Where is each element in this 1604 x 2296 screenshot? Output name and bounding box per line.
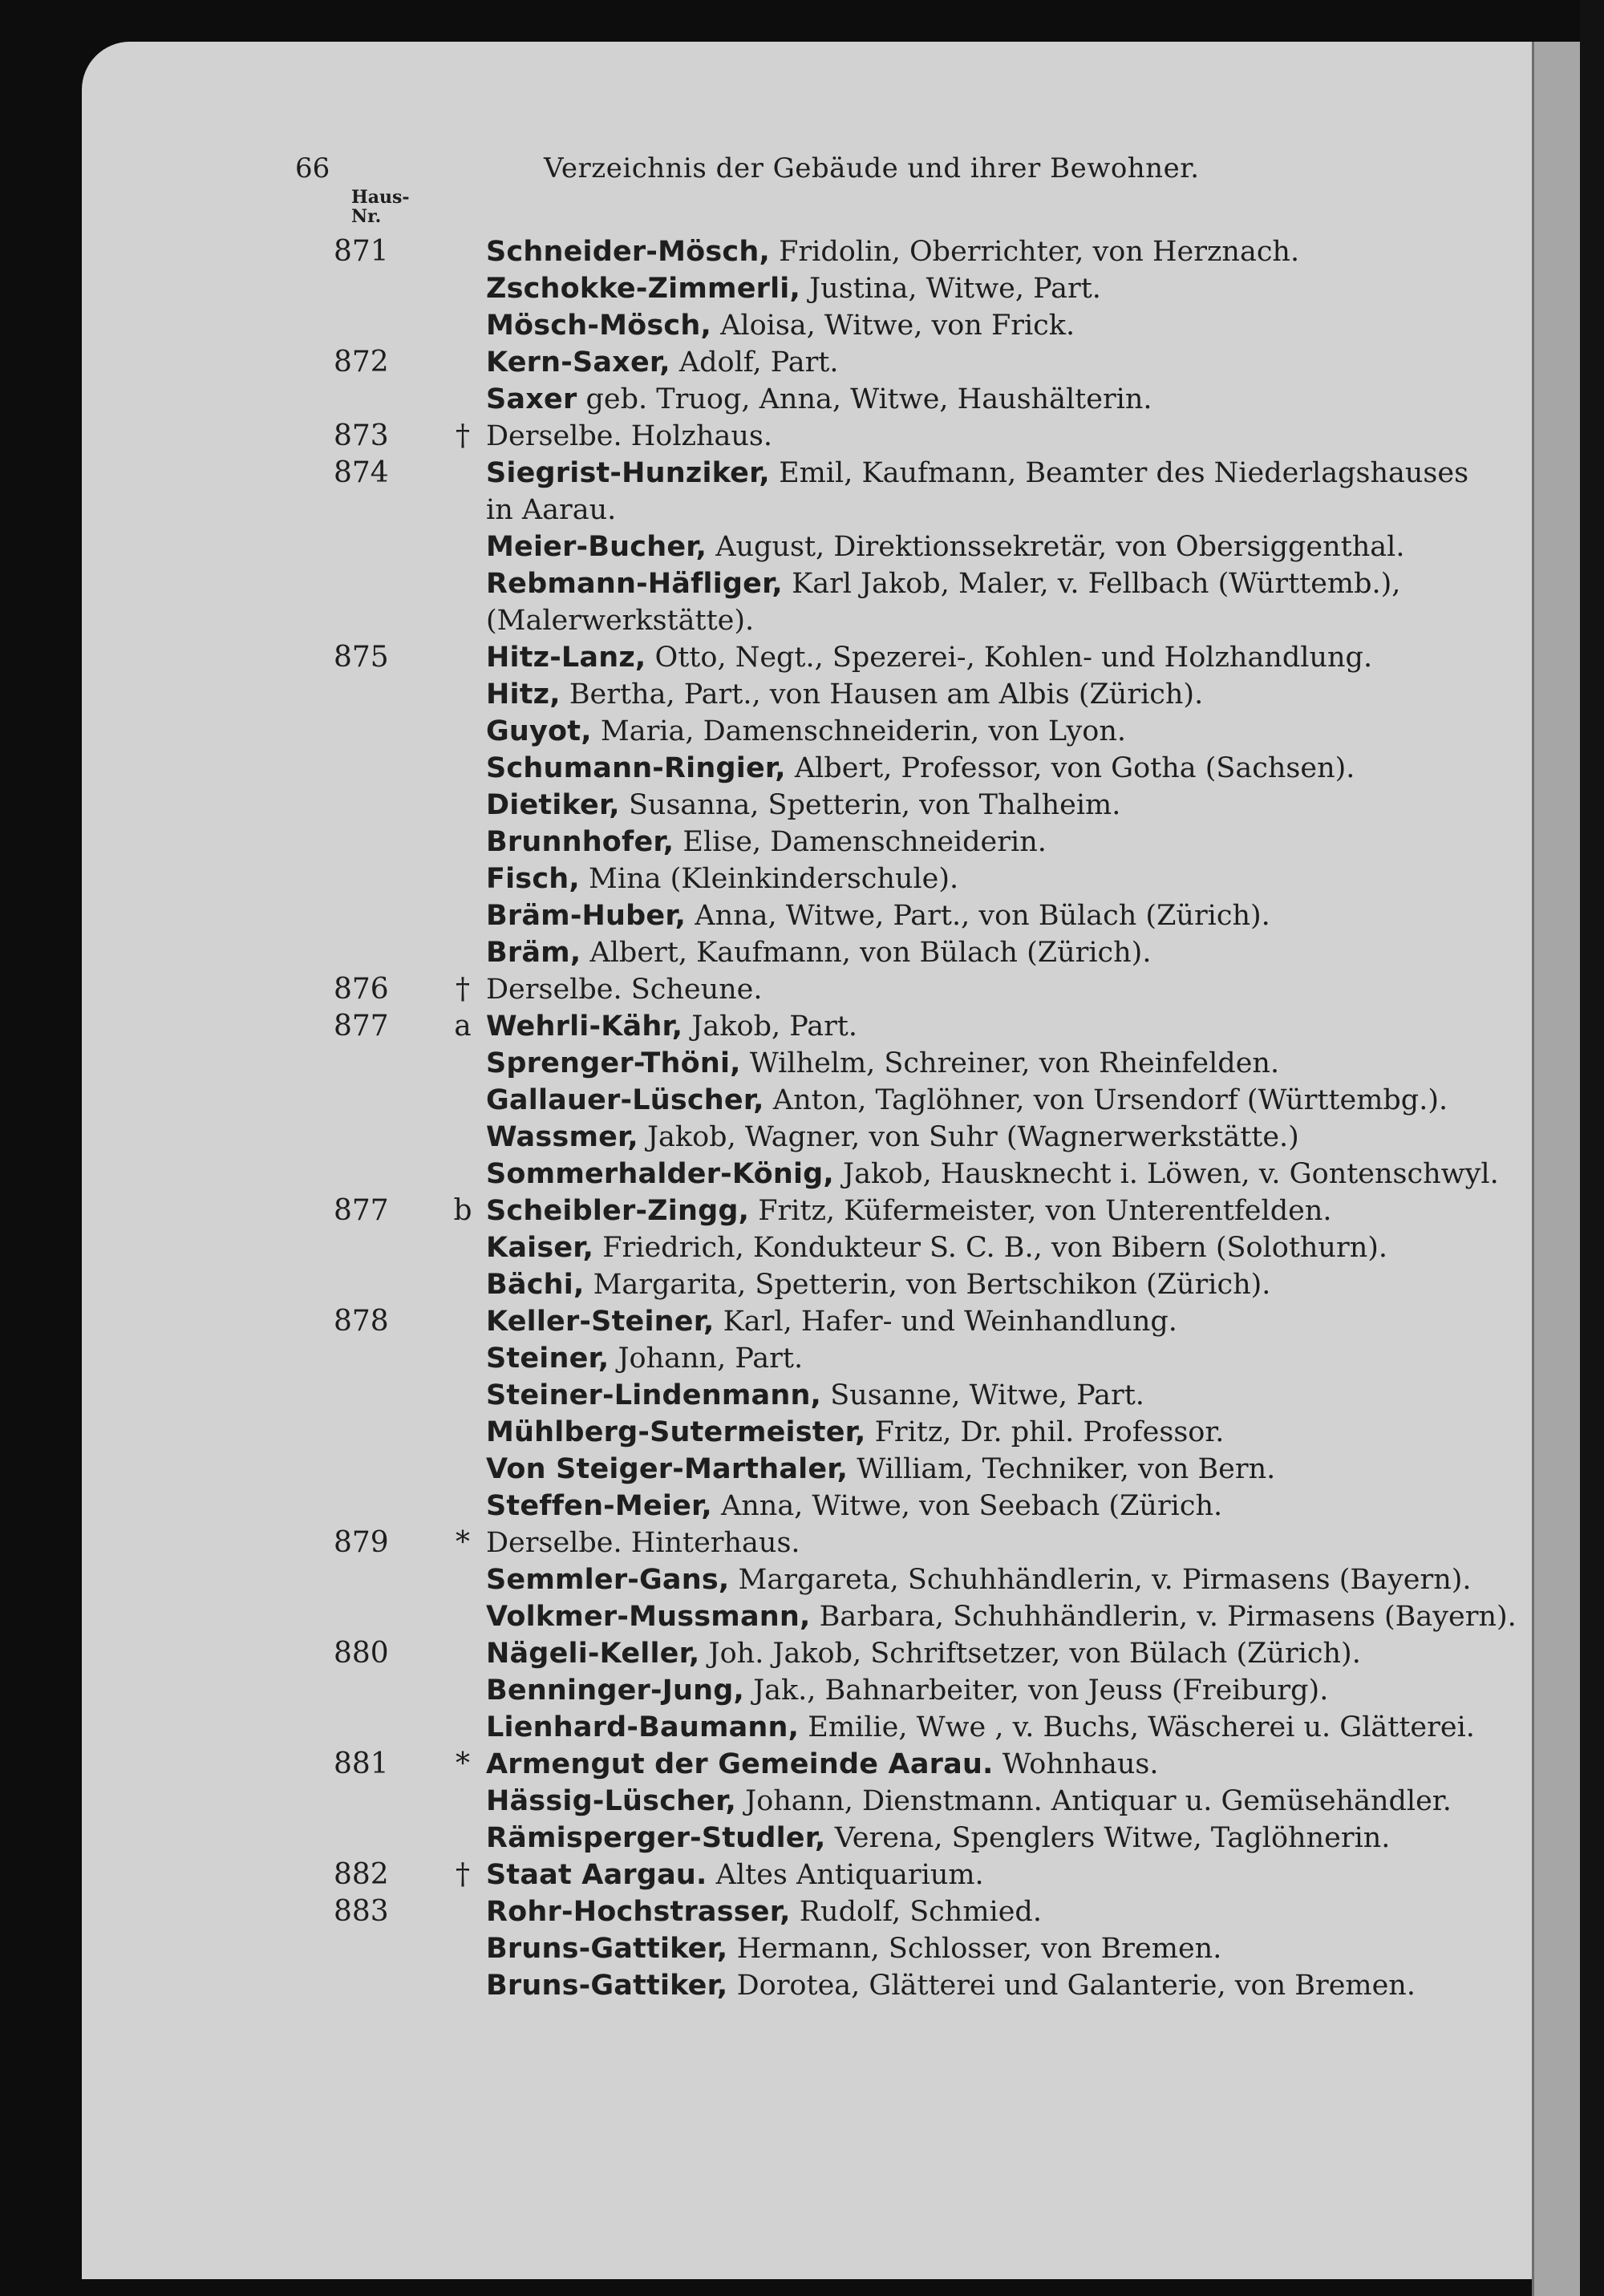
list-item [82,1120,1532,1155]
list-item [82,1894,1532,1930]
resident-name: Fisch, [486,863,580,895]
list-item [82,751,1532,786]
list-item [82,788,1532,823]
entry-text [486,1267,1270,1302]
list-item [82,1452,1532,1487]
list-item [82,308,1532,343]
resident-details: Derselbe. Scheune. [486,974,763,1006]
entry-text [486,1378,1144,1413]
resident-details: Justina, Witwe, Part. [800,273,1101,305]
resident-details: Susanne, Witwe, Part. [821,1379,1144,1411]
entry-text [486,714,1126,749]
list-item [82,1304,1532,1339]
list-item [82,419,1532,454]
list-item [82,1267,1532,1302]
house-number: 872 [334,346,389,379]
list-item [82,1378,1532,1413]
resident-name: Staat Aargau. [486,1859,707,1891]
resident-name: Kern-Saxer, [486,346,670,379]
resident-name: Schumann-Ringier, [486,752,786,784]
resident-name: Bruns-Gattiker, [486,1970,728,2002]
list-item [82,1193,1532,1229]
entry-text [486,1193,1331,1229]
resident-details: Altes Antiquarium. [707,1859,984,1891]
list-item [82,1636,1532,1671]
scan-border [1580,0,1604,2296]
entry-text [486,603,754,638]
resident-name: Meier-Bucher, [486,531,707,563]
list-item [82,1046,1532,1081]
resident-details: William, Techniker, von Bern. [848,1453,1276,1485]
entry-text [486,1636,1361,1671]
entry-text [486,234,1299,269]
building-mark: * [456,1747,470,1780]
resident-name: Armengut der Gemeinde Aarau. [486,1748,994,1780]
list-item [82,1784,1532,1819]
entry-text [486,677,1203,712]
resident-details: Jak., Bahnarbeiter, von Jeuss (Freiburg). [743,1674,1329,1707]
list-item [82,566,1532,601]
resident-name: Mösch-Mösch, [486,310,711,342]
entry-text [486,788,1120,823]
entry-text [486,1599,1517,1634]
page-content [82,42,1532,2279]
list-item [82,345,1532,380]
resident-name: Hitz-Lanz, [486,642,646,674]
entry-text [486,861,958,897]
entry-text [486,751,1355,786]
entry-text [486,640,1372,675]
resident-name: Sommerhalder-König, [486,1158,834,1190]
resident-name: Wehrli-Kähr, [486,1010,683,1043]
resident-name: Saxer [486,383,577,415]
list-item [82,1599,1532,1634]
resident-details: Margareta, Schuhhändlerin, v. Pirmasens (Bayern). [729,1564,1472,1596]
list-item [82,1488,1532,1524]
resident-name: Benninger-Jung, [486,1674,744,1707]
resident-details: Albert, Professor, von Gotha (Sachsen). [785,752,1355,784]
entry-text [486,1452,1275,1487]
resident-details: Fridolin, Oberrichter, von Herznach. [769,236,1300,268]
entry-text [486,1156,1499,1192]
resident-name: Keller-Steiner, [486,1306,715,1338]
house-number: 881 [334,1747,389,1780]
resident-details: Verena, Spenglers Witwe, Taglöhnerin. [825,1822,1391,1854]
resident-name: Gallauer-Lüscher, [486,1084,764,1116]
resident-details: Hermann, Schlosser, von Bremen. [727,1933,1222,1965]
resident-name: Bruns-Gattiker, [486,1933,728,1965]
resident-name: Dietiker, [486,789,620,821]
entry-text [486,935,1151,970]
list-item [82,1710,1532,1745]
entry-text [486,308,1075,343]
house-number: 883 [334,1895,389,1928]
resident-details: Joh. Jakob, Schriftsetzer, von Bülach (Zürich). [699,1638,1361,1670]
list-item [82,1747,1532,1782]
list-item [82,456,1532,491]
resident-name: Bächi, [486,1269,585,1301]
entry-text [486,1341,803,1376]
resident-details: Jakob, Part. [683,1010,857,1043]
resident-name: Steiner-Lindenmann, [486,1379,822,1411]
list-item [82,603,1532,638]
entry-text [486,1415,1224,1450]
entry-text [486,1046,1279,1081]
resident-name: Bräm-Huber, [486,900,687,932]
list-item [82,1009,1532,1044]
list-item [82,1525,1532,1561]
entry-text [486,1894,1042,1930]
building-mark: † [456,973,470,1006]
resident-name: Volkmer-Mussmann, [486,1601,811,1633]
resident-details: Emil, Kaufmann, Beamter des Niederlagshauses [769,457,1469,489]
entry-text [486,1968,1416,2003]
list-item [82,1341,1532,1376]
entry-text [486,1747,1158,1782]
running-header: Verzeichnis der Gebäude und ihrer Bewohner. [544,152,1200,184]
resident-details: Albert, Kaufmann, von Bülach (Zürich). [581,937,1152,969]
resident-details: Margarita, Spetterin, von Bertschikon (Zürich). [584,1269,1271,1301]
list-item [82,1820,1532,1856]
resident-details: Susanna, Spetterin, von Thalheim. [619,789,1121,821]
list-item [82,898,1532,933]
resident-details: Friedrich, Kondukteur S. C. B., von Bibern (Solothurn). [593,1232,1388,1264]
column-label-haus-nr: Haus- Nr. [351,187,410,227]
house-number: 871 [334,235,389,268]
resident-details: Karl, Hafer- und Weinhandlung. [714,1306,1177,1338]
resident-name: Bräm, [486,937,581,969]
entry-text [486,419,772,454]
house-number: 875 [334,641,389,674]
resident-details: Rudolf, Schmied. [790,1896,1042,1928]
building-mark: a [454,1010,472,1043]
list-item [82,382,1532,417]
resident-name: Steffen-Meier, [486,1490,712,1522]
house-number: 879 [334,1526,389,1559]
resident-details: Emilie, Wwe , v. Buchs, Wäscherei u. Glätterei. [799,1711,1475,1743]
list-item [82,972,1532,1007]
resident-details: Derselbe. Hinterhaus. [486,1527,800,1559]
house-number: 876 [334,973,389,1006]
list-item [82,935,1532,970]
book-page [82,42,1532,2279]
resident-details: Derselbe. Holzhaus. [486,420,773,452]
list-item [82,640,1532,675]
list-item [82,234,1532,269]
list-item [82,271,1532,306]
resident-details: Elise, Damenschneiderin. [674,826,1047,858]
resident-details: Jakob, Wagner, von Suhr (Wagnerwerkstätte.) [638,1121,1299,1153]
resident-name: Brunnhofer, [486,826,674,858]
house-number: 878 [334,1305,389,1338]
list-item [82,492,1532,528]
resident-name: Lienhard-Baumann, [486,1711,800,1743]
list-item [82,1083,1532,1118]
resident-details: Bertha, Part., von Hausen am Albis (Zürich). [560,678,1204,711]
house-number: 880 [334,1637,389,1670]
entry-text [486,1488,1222,1524]
resident-name: Zschokke-Zimmerli, [486,273,801,305]
entry-text [486,456,1468,491]
adjacent-page-edge [1532,42,1582,2296]
house-number: 882 [334,1858,389,1891]
resident-details: Fritz, Küfermeister, von Unterentfelden. [749,1195,1332,1227]
entry-text [486,1304,1177,1339]
entry-text [486,271,1101,306]
entry-text [486,529,1404,565]
resident-name: Steiner, [486,1342,610,1375]
entry-text [486,566,1400,601]
building-mark: † [456,419,470,452]
resident-details: geb. Truog, Anna, Witwe, Haushälterin. [577,383,1152,415]
list-item [82,714,1532,749]
resident-details: Karl Jakob, Maler, v. Fellbach (Württemb.), [782,568,1401,600]
resident-details: Maria, Damenschneiderin, von Lyon. [591,715,1127,747]
list-item [82,824,1532,860]
entry-text [486,345,839,380]
resident-details: August, Direktionssekretär, von Obersiggenthal. [707,531,1405,563]
resident-name: Hässig-Lüscher, [486,1785,737,1817]
entry-text [486,1820,1390,1856]
resident-name: Mühlberg-Sutermeister, [486,1416,866,1448]
entry-text [486,972,763,1007]
page-number: 66 [295,152,330,184]
resident-name: Nägeli-Keller, [486,1638,700,1670]
entry-text [486,1562,1472,1597]
resident-details: Anna, Witwe, von Seebach (Zürich. [711,1490,1223,1522]
resident-details: Anton, Taglöhner, von Ursendorf (Württembg.). [764,1084,1448,1116]
list-item [82,1931,1532,1966]
resident-details: Jakob, Hausknecht i. Löwen, v. Gontenschwyl. [833,1158,1499,1190]
resident-name: Von Steiger-Marthaler, [486,1453,849,1485]
entry-text [486,1120,1299,1155]
resident-details: (Malerwerkstätte). [486,605,755,637]
entry-text [486,1931,1221,1966]
resident-details: Otto, Negt., Spezerei-, Kohlen- und Holzhandlung. [646,642,1373,674]
entry-text [486,1525,800,1561]
resident-name: Sprenger-Thöni, [486,1047,741,1079]
resident-name: Rebmann-Häfliger, [486,568,783,600]
entry-text [486,492,616,528]
house-number: 877 [334,1010,389,1043]
entry-text [486,1673,1328,1708]
list-item [82,861,1532,897]
resident-name: Rohr-Hochstrasser, [486,1896,791,1928]
list-item [82,1415,1532,1450]
list-item [82,677,1532,712]
resident-name: Scheibler-Zingg, [486,1195,750,1227]
resident-details: Anna, Witwe, Part., von Bülach (Zürich). [686,900,1270,932]
resident-name: Hitz, [486,678,561,711]
list-item [82,1230,1532,1265]
resident-details: Mina (Kleinkinderschule). [579,863,959,895]
list-item [82,1156,1532,1192]
entry-text [486,1083,1448,1118]
building-mark: * [456,1526,470,1559]
building-mark: b [453,1194,472,1227]
house-number: 877 [334,1194,389,1227]
resident-name: Semmler-Gans, [486,1564,730,1596]
resident-name: Wassmer, [486,1121,638,1153]
entry-text [486,898,1270,933]
resident-name: Schneider-Mösch, [486,236,770,268]
resident-name: Siegrist-Hunziker, [486,457,770,489]
entry-text [486,1009,857,1044]
list-item [82,1968,1532,2003]
entry-text [486,1710,1475,1745]
list-item [82,1562,1532,1597]
house-number: 873 [334,419,389,452]
building-mark: † [456,1858,470,1891]
resident-details: Dorotea, Glätterei und Galanterie, von Bremen. [727,1970,1416,2002]
resident-details: Adolf, Part. [670,346,839,379]
list-item [82,1857,1532,1893]
entry-text [486,1230,1387,1265]
resident-name: Rämisperger-Studler, [486,1822,826,1854]
resident-details: Wohnhaus. [993,1748,1159,1780]
list-item [82,529,1532,565]
resident-details: Wilhelm, Schreiner, von Rheinfelden. [740,1047,1280,1079]
entry-text [486,824,1047,860]
house-number: 874 [334,456,389,489]
entry-text [486,382,1152,417]
resident-name: Kaiser, [486,1232,594,1264]
resident-details: Fritz, Dr. phil. Professor. [865,1416,1225,1448]
resident-details: Aloisa, Witwe, von Frick. [711,310,1075,342]
list-item [82,1673,1532,1708]
entry-text [486,1784,1452,1819]
resident-details: Johann, Dienstmann. Antiquar u. Gemüsehändler. [736,1785,1452,1817]
resident-details: in Aarau. [486,494,617,526]
resident-details: Barbara, Schuhhändlerin, v. Pirmasens (Bayern). [810,1601,1517,1633]
resident-name: Guyot, [486,715,592,747]
entry-text [486,1857,984,1893]
resident-details: Johann, Part. [609,1342,804,1375]
